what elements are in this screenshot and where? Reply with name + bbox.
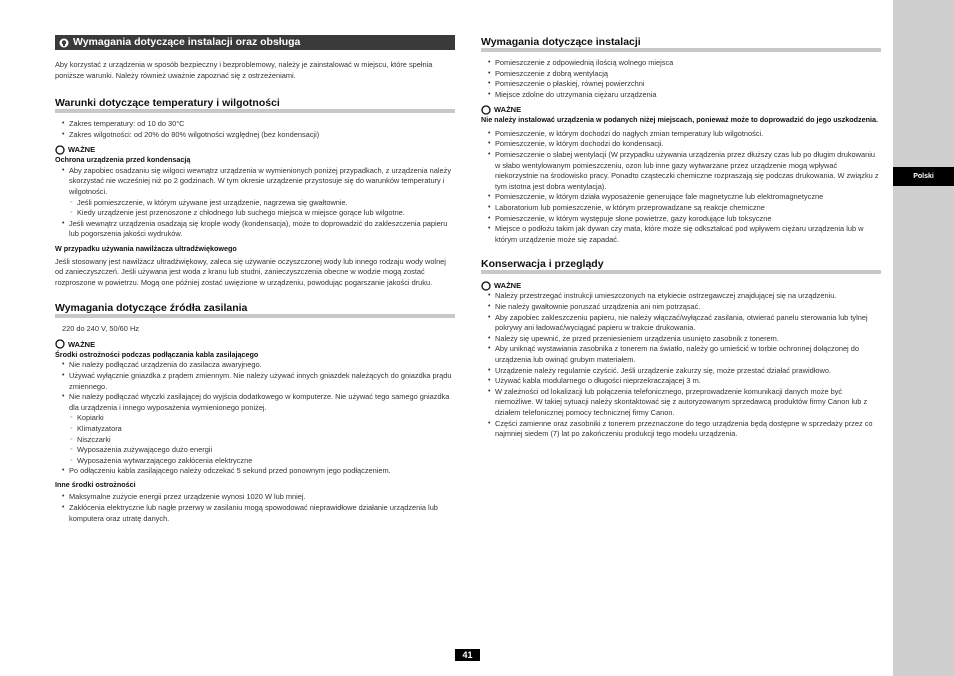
important-icon bbox=[481, 105, 491, 115]
list-item: • Nie należy podłączać urządzenia do zasilacza awaryjnego. bbox=[55, 360, 455, 371]
list-item: • Pomieszczenie z odpowiednią ilością wolnego miejsca bbox=[481, 58, 881, 69]
list-item: ◦ Kiedy urządzenie jest przenoszone z chłodnego lub suchego miejsca w miejsce gorące lub wilgotne. bbox=[55, 208, 455, 219]
list-item: • Po odłączeniu kabla zasilającego należy odczekać 5 sekund przed ponownym jego podłączeniem. bbox=[55, 466, 455, 477]
condensation-list-2 bbox=[55, 219, 455, 240]
condensation-list bbox=[55, 166, 455, 198]
list-item: • Zakłócenia elektryczne lub nagłe przerwy w zasilaniu mogą spowodować nieprawidłowe działanie urządzenia lub komputera oraz utratę danych. bbox=[55, 503, 455, 524]
language-tab[interactable]: Polski bbox=[893, 167, 954, 186]
list-item: • Pomieszczenie, w którym dochodzi do nagłych zmian temperatury lub wilgotności. bbox=[481, 129, 881, 140]
installation-list bbox=[481, 58, 881, 100]
list-item: • Części zamienne oraz zasobniki z tonerem przeznaczone do tego urządzenia będą dostępne w sprzedaży przez co najmniej siedem (7) lat po zakończeniu produkcji tego modelu urządzenia. bbox=[481, 419, 881, 440]
humidifier-paragraph: Jeśli stosowany jest nawilżacz ultradźwiękowy, zaleca się używanie oczyszczonej wody lub innego rodzaju wody wolnej od zanieczyszczeń. Jeśli używana jest woda z kranu lub studni, zanieczyszczenia obecne w wodzie mogą zostać rozproszone w powietrzu. Mogą one później zostać uwięzione w urządzeniu, powodując pogarszanie jakości druku. bbox=[55, 256, 446, 287]
list-item: ◦ Wyposażenia wytwarzającego zakłócenia elektryczne bbox=[55, 456, 455, 467]
list-item: • Należy się upewnić, że przed przeniesieniem urządzenia usunięto zasobnik z tonerem. bbox=[481, 334, 881, 345]
list-item: ◦ Kopiarki bbox=[55, 413, 455, 424]
right-column bbox=[481, 35, 881, 440]
important-notice: WAŻNE bbox=[481, 104, 881, 115]
maintenance-list bbox=[481, 291, 881, 439]
list-item: • Pomieszczenie, w którym występuje słone powietrze, gazy korodujące lub toksyczne bbox=[481, 214, 881, 225]
maintenance-heading: Konserwacja i przeglądy bbox=[481, 259, 881, 274]
list-item: • Zakres wilgotności: od 20% do 80% wilgotności względnej (bez kondensacji) bbox=[55, 130, 455, 141]
list-item: • Używać wyłącznie gniazdka z prądem zmiennym. Nie należy używać innych gniazdek należących do gniazdka prądu zmiennego. bbox=[55, 371, 455, 392]
equipment-sublist bbox=[55, 413, 455, 466]
forbidden-places-list bbox=[481, 129, 881, 246]
list-item: • Pomieszczenie z dobrą wentylacją bbox=[481, 69, 881, 80]
list-item: • Pomieszczenie o słabej wentylacji (W przypadku używania urządzenia przez dłuższy czas lub po długim drukowaniu w słabo wentylowanym pomieszczeniu, ozon lub inne gazy wytwarzane przez urządzenie mogą wpływać niekorzystnie na środowisko pracy. Ponadto cząsteczki chemiczne rozpraszają się podczas drukowania. W związku z tym istotna jest dobra wentylacja). bbox=[481, 150, 881, 192]
list-item: • Pomieszczenie, w którym działa wyposażenie generujące fale magnetyczne lub elektromagnetyczne bbox=[481, 192, 881, 203]
list-item: • Pomieszczenie, w którym dochodzi do kondensacji. bbox=[481, 139, 881, 150]
list-item: • Jeśli wewnątrz urządzenia osadzają się krople wody (kondensacja), może to doprowadzić do zakleszczenia papieru lub pogorszenia jakości wydruków. bbox=[55, 219, 455, 240]
humidifier-subheading: W przypadku używania nawilżacza ultradźwiękowego bbox=[55, 244, 237, 254]
other-precautions-list bbox=[55, 492, 455, 524]
list-item: • Nie należy podłączać wtyczki zasilającej do wyjścia dodatkowego w komputerze. Nie używać tego samego gniazdka dla urządzenia i innego wyposażenia wymienionego poniżej. bbox=[55, 392, 455, 413]
important-notice: WAŻNE bbox=[481, 280, 881, 291]
power-cable-list bbox=[55, 360, 455, 413]
other-precautions-subheading: Inne środki ostrożności bbox=[55, 479, 136, 489]
list-item: ◦ Klimatyzatora bbox=[55, 424, 455, 435]
voltage-text: 220 do 240 V, 50/60 Hz bbox=[62, 324, 139, 334]
list-item: • Miejsce o podłożu takim jak dywan czy mata, które może się odkształcać pod wpływem ciężaru urządzenia lub w którym urządzenie może się zapadać. bbox=[481, 224, 881, 245]
list-item: • W zależności od lokalizacji lub połączenia telefonicznego, przeprowadzenie komunikacji danych może być niemożliwe. W takiej sytuacji należy skontaktować się z autoryzowanym sprzedawcą produktów firmy Canon lub z działem telefonicznej pomocy technicznej firmy Canon. bbox=[481, 387, 881, 419]
important-icon bbox=[55, 145, 65, 155]
power-cable-list-2 bbox=[55, 466, 455, 477]
list-item: ◦ Jeśli pomieszczenie, w którym używane jest urządzenie, nagrzewa się gwałtownie. bbox=[55, 198, 455, 209]
list-item: • Aby zapobiec osadzaniu się wilgoci wewnątrz urządzenia w wymienionych poniżej przypadkach, z urządzenia należy skorzystać nie wcześniej niż po 2 godzinach. W tym okresie urządzenie przystosuje się do warunków temperatury i wilgotności. bbox=[55, 166, 455, 198]
side-margin-bar bbox=[893, 0, 954, 676]
list-item: • Używać kabla modularnego o długości nieprzekraczającej 3 m. bbox=[481, 376, 881, 387]
important-icon bbox=[481, 281, 491, 291]
installation-warning: Nie należy instalować urządzenia w podanych niżej miejscach, ponieważ może to doprowadzić do jego uszkodzenia. bbox=[481, 115, 878, 125]
left-column bbox=[55, 35, 455, 524]
list-item: • Należy przestrzegać instrukcji umieszczonych na etykiecie ostrzegawczej znajdującej się na urządzeniu. bbox=[481, 291, 881, 302]
list-item: • Laboratorium lub pomieszczenie, w którym przeprowadzane są reakcje chemiczne bbox=[481, 203, 881, 214]
installation-heading: Wymagania dotyczące instalacji bbox=[481, 37, 881, 52]
list-item: • Urządzenie należy regularnie czyścić. Jeśli urządzenie zakurzy się, może przestać działać prawidłowo. bbox=[481, 366, 881, 377]
power-cable-subheading: Środki ostrożności podczas podłączania kabla zasilającego bbox=[55, 349, 259, 359]
list-item: • Nie należy gwałtownie poruszać urządzenia ani nim potrząsać. bbox=[481, 302, 881, 313]
lightbulb-icon bbox=[59, 38, 69, 48]
condensation-subheading: Ochrona urządzenia przed kondensacją bbox=[55, 155, 191, 165]
list-item: ◦ Niszczarki bbox=[55, 435, 455, 446]
condensation-sublist bbox=[55, 198, 455, 219]
temp-humidity-heading: Warunki dotyczące temperatury i wilgotności bbox=[55, 98, 455, 113]
list-item: • Maksymalne zużycie energii przez urządzenie wynosi 1020 W lub mniej. bbox=[55, 492, 455, 503]
intro-paragraph: Aby korzystać z urządzenia w sposób bezpieczny i bezproblemowy, należy je zainstalować w miejscu, które spełnia poniższe warunki. Należy również uważnie zapoznać się z ostrzeżeniami. bbox=[55, 60, 433, 80]
power-heading: Wymagania dotyczące źródła zasilania bbox=[55, 303, 455, 318]
temp-humidity-list bbox=[55, 119, 455, 140]
important-notice: WAŻNE bbox=[55, 144, 455, 155]
important-notice: WAŻNE bbox=[55, 339, 455, 350]
important-icon bbox=[55, 339, 65, 349]
list-item: • Aby uniknąć wystawiania zasobnika z tonerem na światło, należy go umieścić w torbie ochronnej dołączonej do urządzenia lub owinąć grubym materiałem. bbox=[481, 344, 881, 365]
list-item: • Zakres temperatury: od 10 do 30°C bbox=[55, 119, 455, 130]
list-item: ◦ Wyposażenia zużywającego dużo energii bbox=[55, 445, 455, 456]
page-number: 41 bbox=[455, 649, 480, 661]
list-item: • Miejsce zdolne do utrzymania ciężaru urządzenia bbox=[481, 90, 881, 101]
main-section-title: Wymagania dotyczące instalacji oraz obsługa bbox=[55, 35, 455, 50]
list-item: • Aby zapobiec zakleszczeniu papieru, nie należy włączać/wyłączać zasilania, otwierać panelu sterowania lub tylnej pokrywy ani ładować/wyciągać papieru w trakcie drukowania. bbox=[481, 313, 881, 334]
list-item: • Pomieszczenie o płaskiej, równej powierzchni bbox=[481, 79, 881, 90]
